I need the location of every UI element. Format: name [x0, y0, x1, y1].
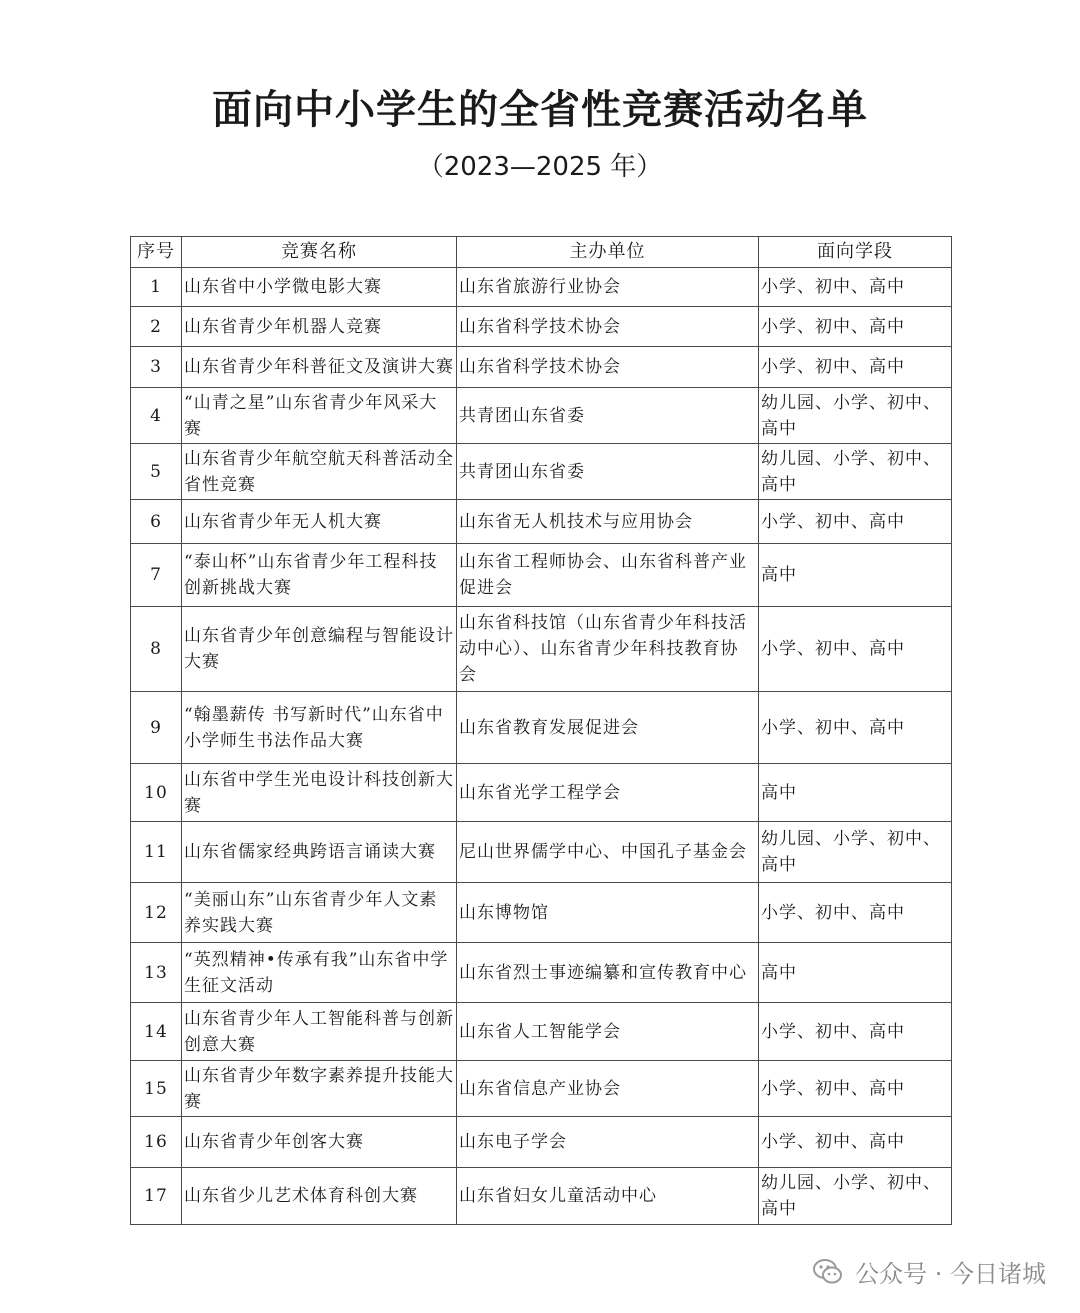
table-row [131, 1061, 952, 1117]
table-header-row [131, 237, 952, 268]
cell-no: 10 [131, 764, 182, 822]
cell-audience: 幼儿园、小学、初中、高中 [759, 388, 952, 444]
cell-name: “英烈精神•传承有我”山东省中学生征文活动 [182, 943, 457, 1003]
cell-audience: 高中 [759, 544, 952, 607]
watermark [813, 1254, 1046, 1289]
cell-no: 7 [131, 544, 182, 607]
cell-audience: 小学、初中、高中 [759, 1003, 952, 1061]
cell-audience: 幼儿园、小学、初中、高中 [759, 444, 952, 500]
cell-organizer: 山东省旅游行业协会 [457, 268, 759, 307]
cell-organizer: 山东省无人机技术与应用协会 [457, 500, 759, 544]
header-organizer: 主办单位 [457, 237, 759, 268]
table-row [131, 692, 952, 764]
cell-no: 12 [131, 883, 182, 943]
cell-organizer: 山东电子学会 [457, 1117, 759, 1168]
competition-table [130, 236, 952, 1225]
table-row [131, 268, 952, 307]
cell-organizer: 山东省工程师协会、山东省科普产业促进会 [457, 544, 759, 607]
table-row [131, 444, 952, 500]
cell-organizer: 山东省教育发展促进会 [457, 692, 759, 764]
wechat-icon [813, 1257, 843, 1287]
cell-no: 9 [131, 692, 182, 764]
cell-name: 山东省青少年创客大赛 [182, 1117, 457, 1168]
table-row [131, 1117, 952, 1168]
cell-audience: 小学、初中、高中 [759, 692, 952, 764]
cell-audience: 幼儿园、小学、初中、高中 [759, 822, 952, 883]
cell-no: 2 [131, 307, 182, 347]
cell-name: 山东省青少年创意编程与智能设计大赛 [182, 607, 457, 692]
cell-no: 8 [131, 607, 182, 692]
cell-organizer: 山东省科学技术协会 [457, 347, 759, 388]
cell-name: 山东省青少年人工智能科普与创新创意大赛 [182, 1003, 457, 1061]
cell-name: 山东省青少年机器人竞赛 [182, 307, 457, 347]
cell-no: 17 [131, 1168, 182, 1225]
cell-name: “山青之星”山东省青少年风采大赛 [182, 388, 457, 444]
cell-no: 5 [131, 444, 182, 500]
table-row [131, 307, 952, 347]
watermark-text: 公众号 · 今日诸城 [855, 1260, 1046, 1288]
cell-no: 13 [131, 943, 182, 1003]
table-row [131, 943, 952, 1003]
cell-name: “美丽山东”山东省青少年人文素养实践大赛 [182, 883, 457, 943]
cell-organizer: 共青团山东省委 [457, 444, 759, 500]
cell-name: 山东省青少年数字素养提升技能大赛 [182, 1061, 457, 1117]
table-row [131, 1003, 952, 1061]
header-name: 竞赛名称 [182, 237, 457, 268]
cell-name: “泰山杯”山东省青少年工程科技创新挑战大赛 [182, 544, 457, 607]
table-row [131, 388, 952, 444]
table-row [131, 544, 952, 607]
cell-no: 16 [131, 1117, 182, 1168]
cell-name: 山东省少儿艺术体育科创大赛 [182, 1168, 457, 1225]
cell-no: 1 [131, 268, 182, 307]
cell-audience: 小学、初中、高中 [759, 347, 952, 388]
cell-audience: 高中 [759, 943, 952, 1003]
cell-audience: 幼儿园、小学、初中、高中 [759, 1168, 952, 1225]
cell-audience: 高中 [759, 764, 952, 822]
document-title: 面向中小学生的全省性竞赛活动名单 [212, 87, 868, 133]
cell-audience: 小学、初中、高中 [759, 307, 952, 347]
cell-organizer: 山东省光学工程学会 [457, 764, 759, 822]
cell-organizer: 尼山世界儒学中心、中国孔子基金会 [457, 822, 759, 883]
cell-no: 4 [131, 388, 182, 444]
table-row [131, 883, 952, 943]
cell-organizer: 山东省信息产业协会 [457, 1061, 759, 1117]
cell-organizer: 山东省烈士事迹编纂和宣传教育中心 [457, 943, 759, 1003]
cell-organizer: 山东省科学技术协会 [457, 307, 759, 347]
cell-organizer: 山东省科技馆（山东省青少年科技活动中心）、山东省青少年科技教育协会 [457, 607, 759, 692]
cell-name: 山东省中学生光电设计科技创新大赛 [182, 764, 457, 822]
document-subtitle: （2023—2025 年） [417, 152, 663, 182]
table-row [131, 607, 952, 692]
cell-organizer: 山东省人工智能学会 [457, 1003, 759, 1061]
cell-organizer: 共青团山东省委 [457, 388, 759, 444]
header-no: 序号 [131, 237, 182, 268]
cell-name: 山东省中小学微电影大赛 [182, 268, 457, 307]
cell-name: 山东省儒家经典跨语言诵读大赛 [182, 822, 457, 883]
cell-audience: 小学、初中、高中 [759, 1061, 952, 1117]
table-row [131, 347, 952, 388]
cell-audience: 小学、初中、高中 [759, 500, 952, 544]
table-row [131, 764, 952, 822]
table-row [131, 822, 952, 883]
table-row [131, 1168, 952, 1225]
table-row [131, 500, 952, 544]
cell-no: 6 [131, 500, 182, 544]
cell-audience: 小学、初中、高中 [759, 607, 952, 692]
cell-name: “翰墨薪传 书写新时代”山东省中小学师生书法作品大赛 [182, 692, 457, 764]
cell-audience: 小学、初中、高中 [759, 1117, 952, 1168]
cell-no: 3 [131, 347, 182, 388]
cell-name: 山东省青少年科普征文及演讲大赛 [182, 347, 457, 388]
cell-no: 14 [131, 1003, 182, 1061]
cell-no: 11 [131, 822, 182, 883]
cell-audience: 小学、初中、高中 [759, 883, 952, 943]
cell-no: 15 [131, 1061, 182, 1117]
header-audience: 面向学段 [759, 237, 952, 268]
cell-name: 山东省青少年航空航天科普活动全省性竞赛 [182, 444, 457, 500]
cell-audience: 小学、初中、高中 [759, 268, 952, 307]
cell-name: 山东省青少年无人机大赛 [182, 500, 457, 544]
cell-organizer: 山东省妇女儿童活动中心 [457, 1168, 759, 1225]
cell-organizer: 山东博物馆 [457, 883, 759, 943]
